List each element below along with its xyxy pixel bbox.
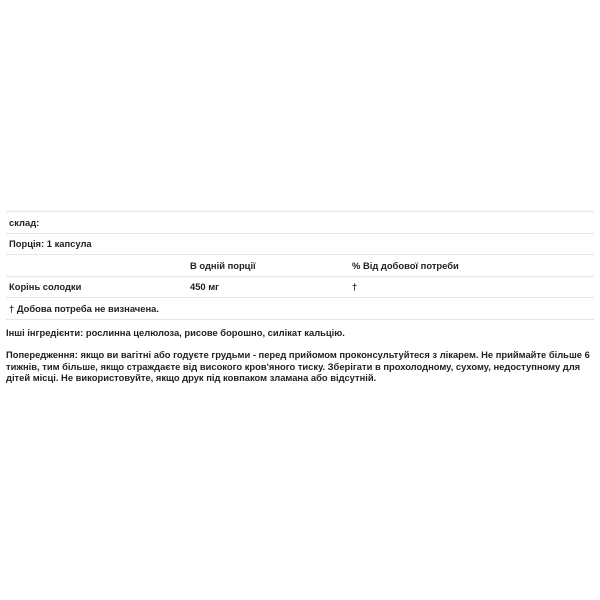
warnings: Попередження: якщо ви вагітні або годуєте грудьми - перед прийомом проконсультуйтеся з лікарем. Не приймайте більше 6 тижнів, тим більше, якщо страждаєте від високого кров'яного тиску. Зберігати в прохолодному, сухому, недоступному для дітей місці. Не використовуйте, якщо друк під ковпаком зламана або відсутній. [6,349,590,383]
ingredient-name: Корінь солодки [6,276,187,298]
table-row [6,276,594,298]
header-name [6,255,187,277]
supplement-facts-table [6,211,594,320]
header-daily-value: % Від добової потреби [349,255,594,277]
ingredient-daily-value: † [349,276,594,298]
title-row [6,212,594,234]
serving-row [6,233,594,255]
serving-size: Порція: 1 капсула [6,233,594,255]
other-ingredients: Інші інгредієнти: рослинна целюлоза, рисове борошно, силікат кальцію. [6,327,345,338]
supplement-facts [6,211,594,320]
footnote-row [6,298,594,320]
facts-title: склад: [6,212,594,234]
header-amount: В одній порції [187,255,349,277]
ingredient-amount: 450 мг [187,276,349,298]
header-row [6,255,594,277]
footnote: † Добова потреба не визначена. [6,298,594,320]
